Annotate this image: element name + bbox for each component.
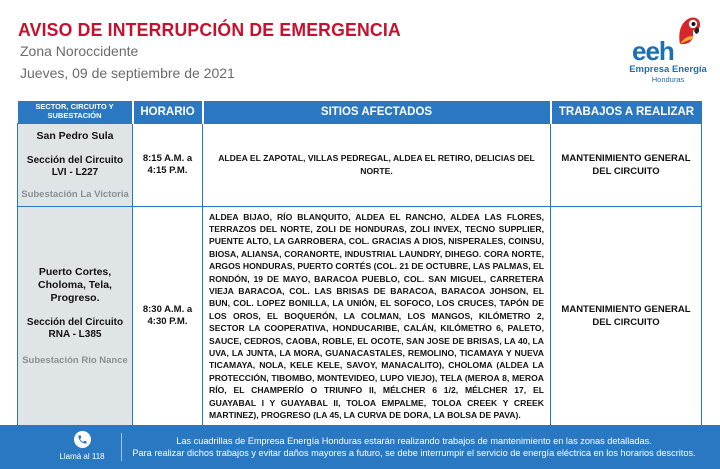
substation-name: Subestación Rio Nance bbox=[22, 354, 128, 366]
logo-wordmark: eeh bbox=[632, 36, 674, 66]
sector-cell bbox=[18, 206, 133, 426]
footer-line-1: Las cuadrillas de Empresa Energía Honduras estarán realizando trabajos de mantenimiento en las zonas detalladas. bbox=[176, 436, 652, 446]
column-header-sitios: SITIOS AFECTADOS bbox=[203, 101, 551, 123]
notice-footer bbox=[0, 425, 720, 469]
zone-label: Zona Noroccidente bbox=[20, 43, 139, 59]
footer-divider bbox=[121, 433, 122, 461]
call-center bbox=[52, 431, 112, 461]
table-row bbox=[18, 123, 702, 206]
trabajo-cell: MANTENIMIENTO GENERAL DEL CIRCUITO bbox=[551, 123, 702, 206]
sector-cell bbox=[18, 123, 133, 206]
logo-country: Honduras bbox=[651, 75, 685, 84]
interruption-table bbox=[17, 101, 702, 426]
logo-company-name: Empresa Energía bbox=[629, 64, 707, 75]
sitios-cell: ALDEA BIJAO, RÍO BLANQUITO, ALDEA EL RANCHO, ALDEA LAS FLORES, TERRAZOS DEL NORTE, ZOLI DE HONDURAS, ZOLI INVEX, TECNO SUPPLIER, PUENTE ALTO, LA GARROBERA, COL. GRACIAS A DIOS, NISPERALES, COINSU, BIOSA, ALIANSA, CORANORTE, INDUSTRIAL LAUNDRY, DIHEGO. CORA NORTE, ARGOS HONDURAS, PUERTO CORTÉS (COL. 21 DE OCTUBRE, LAS PALMAS, EL RONDÓN, 19 DE MAYO, BARACOA PUEBLO, COL. SAN MIGUEL, CARRETERA VIEJA BARACOA, COL. LAS BRISAS DE BARACOA, BARACOA JOHSON, EL BUN, COL. LOPEZ BONILLA, LA UNIÓN, EL SOFOCO, LOS CRUCES, TAPÓN DE LOS OROS, EL BOQUERÓN, LA COLMAN, LOS MANGOS, KILÓMETRO 2, SECTOR LA COOPERATIVA, HONDUCARIBE, CALÁN, KILÓMETRO 6, PALETO, SAUCE, CEDROS, CAOBA, ROBLE, EL OCOTE, SAN JOSE DE BRISAS, LA 40, LA UVA, LA JUNTA, LA MORA, GUANACASTALES, REMOLINO, TICAMAYA Y NUEVA TICAMAYA, NOLA, KELE KELE, SAVOY, MANACALITO), CHOLOMA (ALDEA LA PROTECCIÓN, TIBOMBO, MONTEVIDEO, LUPO VIEJO), TELA (MEROA 8, MEROA RÍO, EL CHAMPERÍO O TRIUNFO II, MÉLCHER 6 1/2, MÉLCHER 17, EL GUAYABAL I Y GUAYABAL II, TOLOA EMPALME, TOLOA CREEK Y CREEK MARTINEZ), PROGRESO (LA 45, LA CURVA DE DORA, LA BOLSA DE PAVA). bbox=[203, 206, 551, 426]
column-header-horario: HORARIO bbox=[133, 101, 203, 123]
phone-icon bbox=[74, 431, 91, 448]
substation-name: Subestación La Victoria bbox=[21, 188, 129, 200]
trabajo-cell: MANTENIMIENTO GENERAL DEL CIRCUITO bbox=[551, 206, 702, 426]
sector-name: San Pedro Sula bbox=[36, 129, 114, 142]
eeh-logo bbox=[628, 14, 708, 84]
table-row bbox=[18, 206, 702, 426]
horario-cell: 8:30 A.M. a 4:30 P.M. bbox=[133, 206, 203, 426]
table-header-row bbox=[18, 101, 702, 123]
notice-date: Jueves, 09 de septiembre de 2021 bbox=[20, 65, 235, 81]
sector-name: Puerto Cortes, Choloma, Tela, Progreso. bbox=[38, 265, 112, 304]
circuit-name: Sección del Circuito LVI - L227 bbox=[26, 154, 124, 178]
column-header-sector: SECTOR, CIRCUITO Y SUBESTACIÓN bbox=[18, 101, 133, 123]
notice-title: AVISO DE INTERRUPCIÓN DE EMERGENCIA bbox=[18, 20, 401, 40]
sitios-cell: ALDEA EL ZAPOTAL, VILLAS PEDREGAL, ALDEA EL RETIRO, DELICIAS DEL NORTE. bbox=[203, 123, 551, 206]
circuit-name: Sección del Circuito RNA - L385 bbox=[26, 316, 124, 340]
footer-message bbox=[124, 435, 704, 459]
footer-line-2: Para realizar dichos trabajos y evitar daños mayores a futuro, se debe interrumpir el servicio de energía eléctrica en los horarios descritos. bbox=[132, 448, 696, 458]
horario-cell: 8:15 A.M. a 4:15 P.M. bbox=[133, 123, 203, 206]
notice-header bbox=[0, 0, 720, 98]
parrot-logo-icon bbox=[672, 14, 702, 48]
call-label: Llamá al 118 bbox=[59, 452, 105, 461]
column-header-trabajos: TRABAJOS A REALIZAR bbox=[551, 101, 702, 123]
